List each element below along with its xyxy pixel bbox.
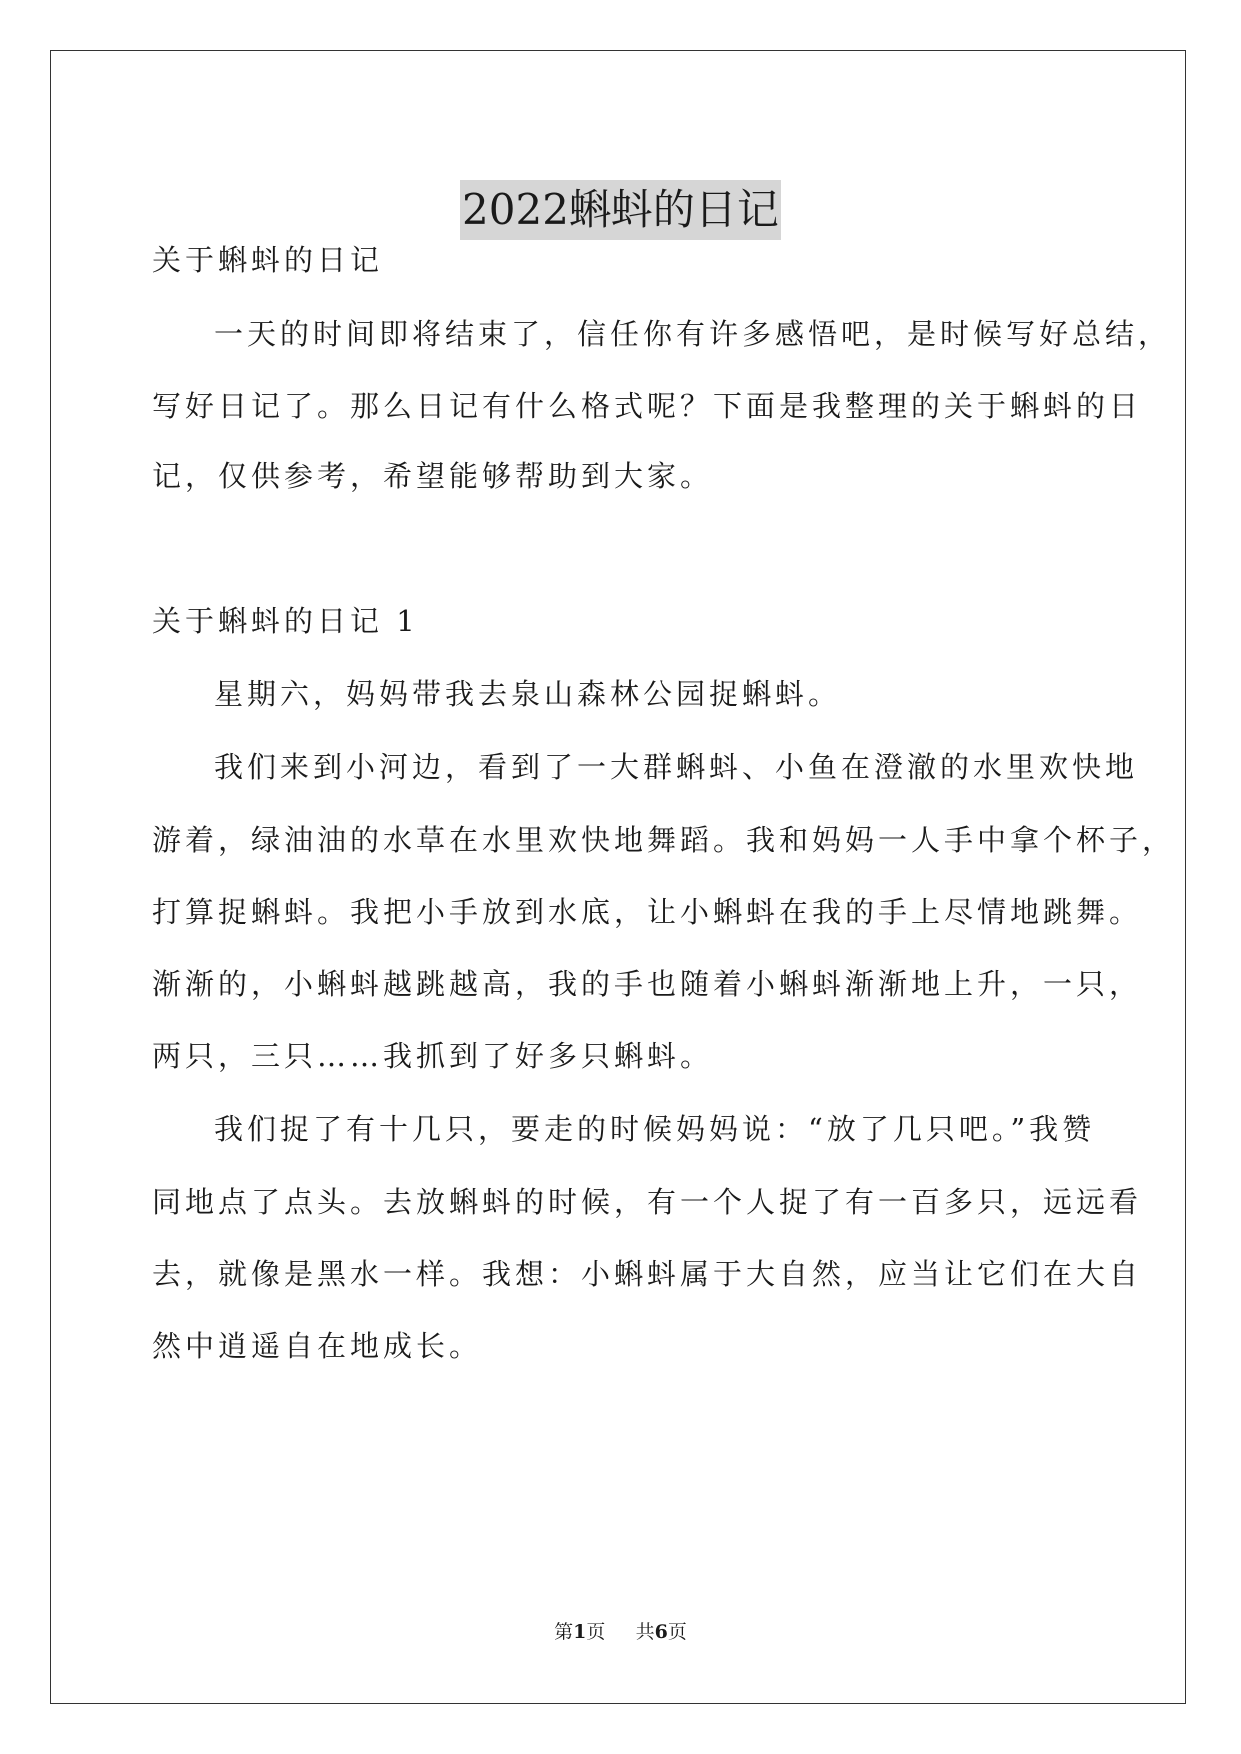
paragraph-line: 一天的时间即将结束了，信任你有许多感悟吧，是时候写好总结，	[214, 317, 1172, 351]
paragraph-line: 两只，三只……我抓到了好多只蝌蚪。	[152, 1039, 714, 1073]
page-total: 共6页	[635, 1621, 687, 1643]
paragraph-line: 然中逍遥自在地成长。	[152, 1329, 483, 1363]
document-title: 2022蝌蚪的日记	[460, 180, 781, 240]
page-footer	[0, 1620, 1241, 1644]
paragraph-line: 我们来到小河边，看到了一大群蝌蚪、小鱼在澄澈的水里欢快地	[214, 750, 1139, 784]
paragraph-line: 游着，绿油油的水草在水里欢快地舞蹈。我和妈妈一人手中拿个杯子，	[152, 823, 1176, 857]
page-number: 第1页	[554, 1621, 606, 1643]
paragraph-line: 打算捉蝌蚪。我把小手放到水底，让小蝌蚪在我的手上尽情地跳舞。	[152, 895, 1143, 929]
page-border	[50, 50, 1186, 1704]
paragraph-line: 记，仅供参考，希望能够帮助到大家。	[152, 459, 714, 493]
paragraph-line: 同地点了点头。去放蝌蚪的时候，有一个人捉了有一百多只，远远看	[152, 1185, 1143, 1219]
paragraph-line: 星期六，妈妈带我去泉山森林公园捉蝌蚪。	[214, 677, 842, 711]
section-heading: 关于蝌蚪的日记 1	[152, 604, 419, 638]
paragraph-line: 写好日记了。那么日记有什么格式呢？下面是我整理的关于蝌蚪的日	[152, 389, 1143, 423]
paragraph-line: 渐渐的，小蝌蚪越跳越高，我的手也随着小蝌蚪渐渐地上升，一只，	[152, 967, 1143, 1001]
paragraph-line: 我们捉了有十几只，要走的时候妈妈说：“放了几只吧。”我赞	[214, 1112, 1096, 1146]
section-heading: 关于蝌蚪的日记	[152, 243, 384, 277]
paragraph-line: 去，就像是黑水一样。我想：小蝌蚪属于大自然，应当让它们在大自	[152, 1257, 1143, 1291]
